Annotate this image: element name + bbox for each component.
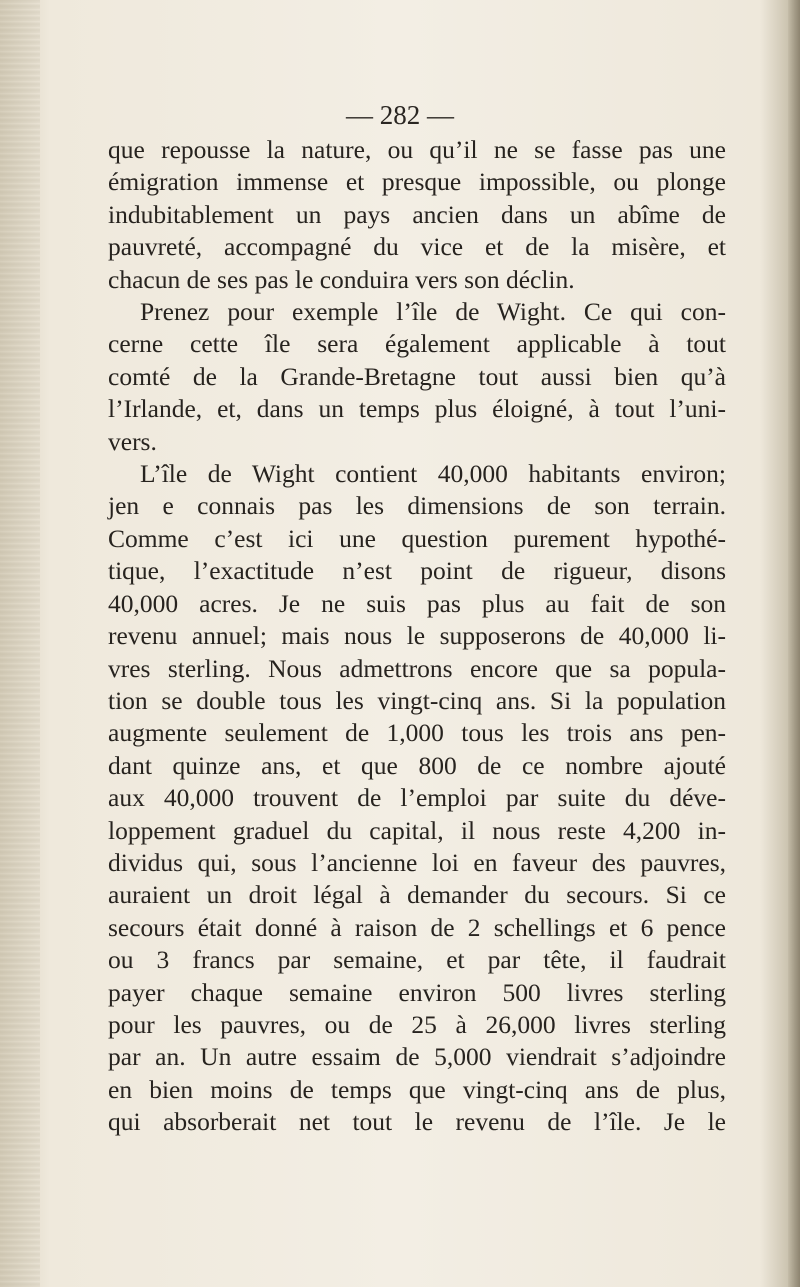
text-line: Prenez pour exemple l’île de Wight. Ce qui con- — [140, 297, 726, 327]
text-line: revenu annuel; mais nous le supposerons de 40,000 li- — [108, 621, 726, 651]
text-line: ou 3 francs par semaine, et par tête, il faudrait — [108, 945, 726, 975]
text-line: loppement graduel du capital, il nous reste 4,200 in- — [108, 815, 726, 845]
text-line: auraient un droit légal à demander du secours. Si ce — [108, 880, 726, 910]
page-gutter-edge — [0, 0, 40, 1287]
text-line: tion se double tous les vingt-cinq ans. Si la population — [108, 685, 726, 715]
text-line: que repousse la nature, ou qu’il ne se fasse pas une — [108, 135, 726, 164]
page-number-header: — 282 — — [346, 100, 454, 130]
text-line: indubitablement un pays ancien dans un abîme de — [108, 199, 726, 229]
text-line: augmente seulement de 1,000 tous les trois ans pen- — [108, 718, 726, 748]
text-line: vers. — [108, 426, 157, 456]
body-text — [108, 134, 726, 1139]
text-line: secours était donné à raison de 2 schellings et 6 pence — [108, 912, 726, 942]
text-line: pour les pauvres, ou de 25 à 26,000 livres sterling — [108, 1009, 726, 1039]
text-line: l’Irlande, et, dans un temps plus éloigné, à tout l’uni- — [108, 394, 726, 424]
text-line: pauvreté, accompagné du vice et de la misère, et — [108, 232, 726, 262]
text-line: tique, l’exactitude n’est point de rigueur, disons — [108, 556, 726, 586]
page-right-edge — [788, 0, 800, 1287]
text-line: comté de la Grande-Bretagne tout aussi bien qu’à — [108, 361, 726, 391]
text-line: Comme c’est ici une question purement hypothé- — [108, 523, 726, 553]
text-line: par an. Un autre essaim de 5,000 viendrait s’adjoindre — [108, 1042, 726, 1072]
text-line: 40,000 acres. Je ne suis pas plus au fait de son — [108, 588, 726, 618]
text-line: cerne cette île sera également applicable à tout — [108, 329, 726, 359]
text-line: chacun de ses pas le conduira vers son déclin. — [108, 264, 575, 294]
text-line: payer chaque semaine environ 500 livres sterling — [108, 977, 726, 1007]
text-line: L’île de Wight contient 40,000 habitants environ; — [140, 459, 726, 489]
text-line: aux 40,000 trouvent de l’emploi par suite du déve- — [108, 783, 726, 813]
text-line: dividus qui, sous l’ancienne loi en faveur des pauvres, — [108, 847, 726, 877]
text-line: jen e connais pas les dimensions de son terrain. — [108, 491, 726, 521]
text-line: vres sterling. Nous admettrons encore que sa popula- — [108, 653, 726, 683]
text-line: émigration immense et presque impossible, ou plonge — [108, 167, 726, 197]
text-line: dant quinze ans, et que 800 de ce nombre ajouté — [108, 750, 726, 780]
text-line: qui absorberait net tout le revenu de l’île. Je le — [108, 1107, 726, 1137]
text-line: en bien moins de temps que vingt-cinq ans de plus, — [108, 1074, 726, 1104]
